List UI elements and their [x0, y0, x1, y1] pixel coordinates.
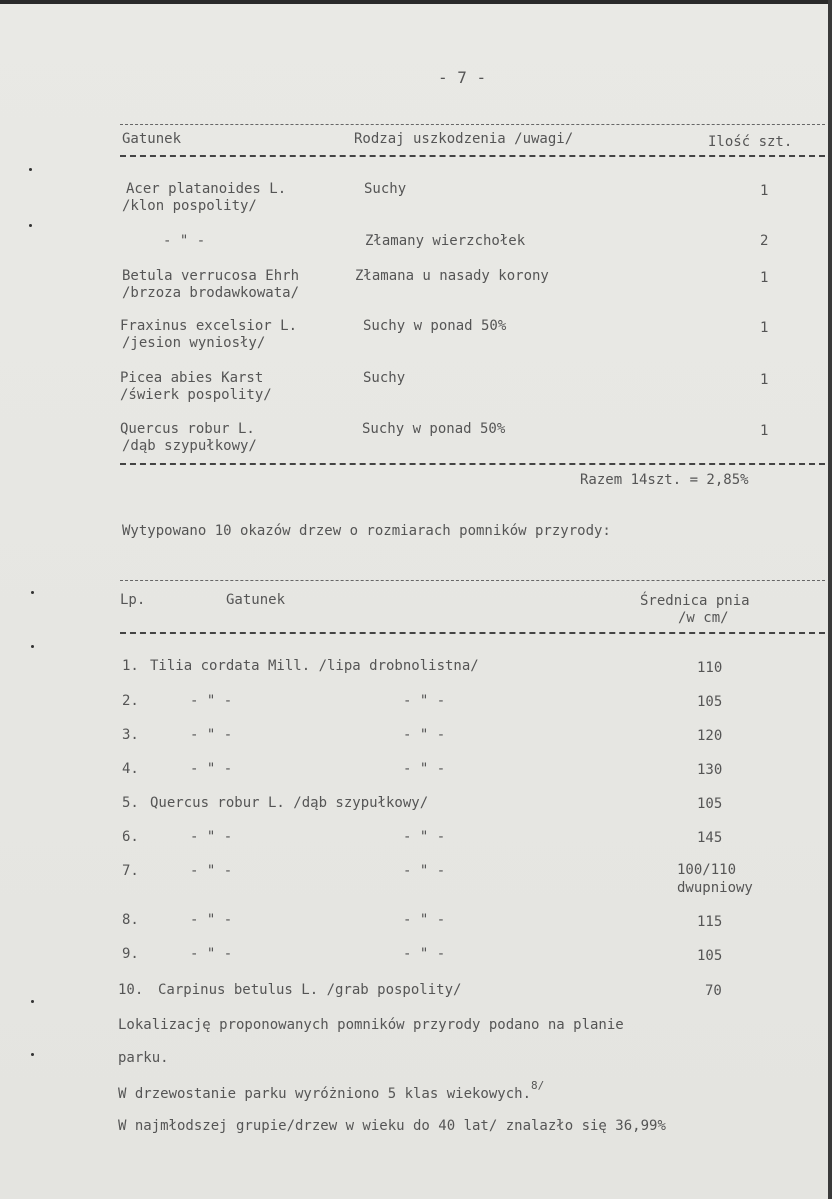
row-number: 8.: [122, 912, 139, 928]
row-number: 9.: [122, 946, 139, 962]
diameter: 100/110: [677, 862, 737, 878]
margin-dot: [31, 1053, 34, 1056]
table1-header-count: Ilość szt.: [708, 134, 793, 150]
row-number: 3.: [122, 727, 139, 743]
table1-bottom-rule: [120, 463, 825, 465]
species-latin: Picea abies Karst: [120, 370, 264, 386]
diameter-note: dwupniowy: [677, 880, 753, 896]
species-polish: /klon pospolity/: [122, 198, 257, 214]
diameter: 145: [697, 830, 723, 846]
diameter: 110: [697, 660, 723, 676]
species-polish: /świerk pospolity/: [120, 387, 272, 403]
diameter: 105: [697, 796, 723, 812]
table2-header-lp: Lp.: [120, 592, 146, 608]
paragraph-line: W najmłodszej grupie/drzew w wieku do 40 lat/ znalazło się 36,99%: [118, 1118, 666, 1134]
species-latin: Fraxinus excelsior L.: [120, 318, 298, 334]
species-polish: /dąb szypułkowy/: [122, 438, 257, 454]
table1-header-rule: [120, 155, 825, 157]
row-number: 10.: [118, 982, 144, 998]
count: 2: [760, 233, 769, 249]
scan-edge-right: [828, 0, 832, 1199]
diameter: 105: [697, 948, 723, 964]
diameter: 130: [697, 762, 723, 778]
species-polish: /brzoza brodawkowata/: [122, 285, 300, 301]
ditto-mark: - " -: [403, 912, 446, 928]
margin-dot: [31, 591, 34, 594]
table2-header-diameter: Średnica pnia: [640, 593, 750, 609]
table2-header-rule: [120, 632, 825, 634]
table1-header-species: Gatunek: [122, 131, 182, 147]
ditto-mark: - " -: [190, 912, 233, 928]
paragraph-line: parku.: [118, 1050, 169, 1066]
row-number: 1.: [122, 658, 139, 674]
margin-dot: [31, 1000, 34, 1003]
paragraph-line: Lokalizację proponowanych pomników przyrody podano na planie: [118, 1017, 624, 1033]
count: 1: [760, 270, 769, 286]
ditto-mark: - " -: [403, 693, 446, 709]
table1-top-rule: [120, 124, 825, 125]
diameter: 115: [697, 914, 723, 930]
ditto-mark: - " -: [190, 829, 233, 845]
count: 1: [760, 423, 769, 439]
species: Carpinus betulus L. /grab pospolity/: [158, 982, 462, 998]
species-polish: /jesion wyniosły/: [122, 335, 266, 351]
damage: Złamany wierzchołek: [365, 233, 526, 249]
paragraph-line: [118, 1079, 545, 1103]
margin-dot: [29, 168, 32, 171]
damage: Suchy w ponad 50%: [363, 318, 507, 334]
species-latin: Acer platanoides L.: [126, 181, 287, 197]
page-number: - 7 -: [438, 68, 487, 87]
row-number: 4.: [122, 761, 139, 777]
table1-header-damage: Rodzaj uszkodzenia /uwagi/: [354, 131, 574, 147]
ditto-mark: - " -: [190, 761, 233, 777]
count: 1: [760, 320, 769, 336]
margin-dot: [29, 224, 32, 227]
ditto-mark: - " -: [190, 693, 233, 709]
diameter: 70: [705, 983, 722, 999]
damage: Suchy: [363, 370, 406, 386]
row-number: 6.: [122, 829, 139, 845]
margin-dot: [31, 645, 34, 648]
damage: Złamana u nasady korony: [355, 268, 549, 284]
damage: Suchy: [364, 181, 407, 197]
count: 1: [760, 183, 769, 199]
species: Quercus robur L. /dąb szypułkowy/: [150, 795, 429, 811]
diameter: 120: [697, 728, 723, 744]
count: 1: [760, 372, 769, 388]
species-latin: Quercus robur L.: [120, 421, 255, 437]
species-latin: Betula verrucosa Ehrh: [122, 268, 300, 284]
table2-top-rule: [120, 580, 825, 581]
ditto-mark: - " -: [403, 946, 446, 962]
species: Tilia cordata Mill. /lipa drobnolistna/: [150, 658, 479, 674]
ditto-mark: - " -: [190, 946, 233, 962]
ditto-mark: - " -: [163, 233, 206, 249]
ditto-mark: - " -: [403, 829, 446, 845]
ditto-mark: - " -: [403, 727, 446, 743]
ditto-mark: - " -: [403, 863, 446, 879]
table1-total: Razem 14szt. = 2,85%: [580, 472, 749, 488]
scan-edge-top: [0, 0, 832, 4]
diameter: 105: [697, 694, 723, 710]
ditto-mark: - " -: [190, 863, 233, 879]
footnote-mark: 8/: [531, 1079, 545, 1092]
row-number: 5.: [122, 795, 139, 811]
table2-header-diameter-unit: /w cm/: [678, 610, 729, 626]
row-number: 2.: [122, 693, 139, 709]
paragraph-text: W drzewostanie parku wyróżniono 5 klas wiekowych.: [118, 1086, 532, 1102]
damage: Suchy w ponad 50%: [362, 421, 506, 437]
ditto-mark: - " -: [403, 761, 446, 777]
table2-header-species: Gatunek: [226, 592, 286, 608]
intro-sentence: Wytypowano 10 okazów drzew o rozmiarach pomników przyrody:: [122, 523, 611, 539]
row-number: 7.: [122, 863, 139, 879]
ditto-mark: - " -: [190, 727, 233, 743]
